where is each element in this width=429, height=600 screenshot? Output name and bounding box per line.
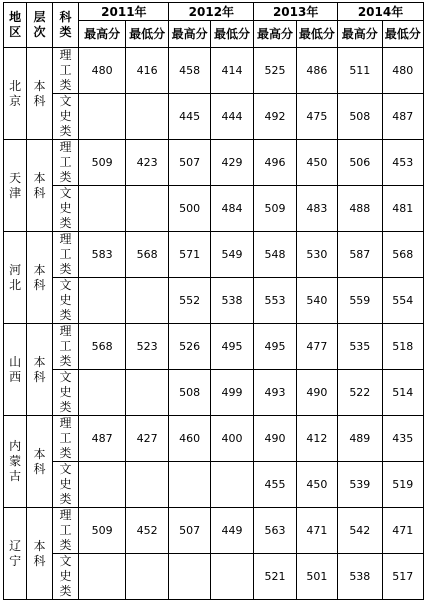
min-score-cell: 477 xyxy=(296,324,337,370)
min-score-cell: 471 xyxy=(382,508,423,554)
category-cell xyxy=(52,278,79,324)
max-score-cell: 507 xyxy=(169,140,210,186)
max-score-cell: 460 xyxy=(169,416,210,462)
max-score-cell: 480 xyxy=(79,48,126,94)
max-score-cell: 542 xyxy=(338,508,383,554)
header-region xyxy=(4,3,27,48)
level-name: 本 科 xyxy=(33,538,46,568)
category-name: 文 史 类 xyxy=(59,554,72,598)
min-score-cell: 519 xyxy=(382,462,423,508)
min-score-cell: 416 xyxy=(125,48,168,94)
min-score-cell: 471 xyxy=(296,508,337,554)
min-score-cell: 484 xyxy=(210,186,253,232)
max-score-cell: 508 xyxy=(338,94,383,140)
max-score-cell xyxy=(79,462,126,508)
table-row xyxy=(4,48,424,94)
category-name: 理 工 类 xyxy=(59,140,72,184)
table-row xyxy=(4,232,424,278)
max-score-cell: 492 xyxy=(254,94,296,140)
level-cell xyxy=(27,232,52,324)
max-score-cell xyxy=(169,554,210,600)
header-category-label: 科 类 xyxy=(59,10,72,39)
header-level xyxy=(27,3,52,48)
table-row xyxy=(4,370,424,416)
table-row xyxy=(4,186,424,232)
min-score-cell: 453 xyxy=(382,140,423,186)
max-score-cell xyxy=(79,278,126,324)
level-name: 本 科 xyxy=(33,446,46,476)
category-cell xyxy=(52,140,79,186)
max-score-cell: 507 xyxy=(169,508,210,554)
min-score-cell: 481 xyxy=(382,186,423,232)
category-cell xyxy=(52,94,79,140)
category-cell xyxy=(52,232,79,278)
max-score-cell: 522 xyxy=(338,370,383,416)
category-name: 文 史 类 xyxy=(59,462,72,506)
max-score-cell: 526 xyxy=(169,324,210,370)
min-score-cell: 495 xyxy=(210,324,253,370)
category-name: 理 工 类 xyxy=(59,232,72,276)
min-score-cell: 400 xyxy=(210,416,253,462)
level-name: 本 科 xyxy=(33,78,46,108)
max-score-cell xyxy=(79,554,126,600)
table-row xyxy=(4,94,424,140)
max-score-cell: 538 xyxy=(338,554,383,600)
header-min-2012: 最低分 xyxy=(210,21,253,48)
region-cell xyxy=(4,48,27,140)
table-row xyxy=(4,554,424,600)
max-score-cell: 568 xyxy=(79,324,126,370)
min-score-cell: 568 xyxy=(382,232,423,278)
min-score-cell: 449 xyxy=(210,508,253,554)
category-name: 文 史 类 xyxy=(59,94,72,138)
admission-score-table xyxy=(3,2,424,600)
max-score-cell: 495 xyxy=(254,324,296,370)
min-score-cell: 483 xyxy=(296,186,337,232)
header-min-2014: 最低分 xyxy=(382,21,423,48)
level-cell xyxy=(27,416,52,508)
min-score-cell: 452 xyxy=(125,508,168,554)
header-min-2011: 最低分 xyxy=(125,21,168,48)
max-score-cell: 553 xyxy=(254,278,296,324)
region-name: 山 西 xyxy=(9,354,22,384)
min-score-cell: 450 xyxy=(296,462,337,508)
header-year-2013: 2013年 xyxy=(254,3,338,21)
max-score-cell: 490 xyxy=(254,416,296,462)
level-name: 本 科 xyxy=(33,262,46,292)
max-score-cell xyxy=(79,186,126,232)
max-score-cell: 525 xyxy=(254,48,296,94)
header-region-label: 地 区 xyxy=(9,10,22,39)
max-score-cell: 506 xyxy=(338,140,383,186)
max-score-cell: 500 xyxy=(169,186,210,232)
level-cell xyxy=(27,140,52,232)
min-score-cell: 487 xyxy=(382,94,423,140)
min-score-cell xyxy=(125,94,168,140)
table-row xyxy=(4,278,424,324)
min-score-cell: 523 xyxy=(125,324,168,370)
region-cell xyxy=(4,140,27,232)
level-cell xyxy=(27,508,52,600)
max-score-cell: 496 xyxy=(254,140,296,186)
min-score-cell: 450 xyxy=(296,140,337,186)
min-score-cell: 499 xyxy=(210,370,253,416)
min-score-cell xyxy=(125,554,168,600)
table-row xyxy=(4,508,424,554)
level-cell xyxy=(27,48,52,140)
region-name: 河 北 xyxy=(9,262,22,292)
min-score-cell: 412 xyxy=(296,416,337,462)
max-score-cell: 548 xyxy=(254,232,296,278)
header-max-2011: 最高分 xyxy=(79,21,126,48)
max-score-cell: 509 xyxy=(254,186,296,232)
max-score-cell: 489 xyxy=(338,416,383,462)
max-score-cell: 445 xyxy=(169,94,210,140)
max-score-cell: 508 xyxy=(169,370,210,416)
header-year-2014: 2014年 xyxy=(338,3,424,21)
category-name: 文 史 类 xyxy=(59,186,72,230)
min-score-cell: 427 xyxy=(125,416,168,462)
min-score-cell: 435 xyxy=(382,416,423,462)
max-score-cell xyxy=(79,94,126,140)
max-score-cell: 583 xyxy=(79,232,126,278)
score-table-body xyxy=(4,48,424,600)
header-level-label: 层 次 xyxy=(33,10,46,39)
min-score-cell: 486 xyxy=(296,48,337,94)
header-year-2011: 2011年 xyxy=(79,3,169,21)
category-cell xyxy=(52,186,79,232)
min-score-cell: 475 xyxy=(296,94,337,140)
region-cell xyxy=(4,416,27,508)
min-score-cell: 568 xyxy=(125,232,168,278)
category-cell xyxy=(52,48,79,94)
table-row xyxy=(4,140,424,186)
category-cell xyxy=(52,416,79,462)
header-row-years xyxy=(4,3,424,21)
max-score-cell: 552 xyxy=(169,278,210,324)
min-score-cell: 514 xyxy=(382,370,423,416)
max-score-cell: 521 xyxy=(254,554,296,600)
table-row xyxy=(4,416,424,462)
level-cell xyxy=(27,324,52,416)
region-name: 天 津 xyxy=(9,170,22,200)
min-score-cell: 429 xyxy=(210,140,253,186)
min-score-cell: 549 xyxy=(210,232,253,278)
max-score-cell: 455 xyxy=(254,462,296,508)
min-score-cell: 423 xyxy=(125,140,168,186)
header-min-2013: 最低分 xyxy=(296,21,337,48)
min-score-cell: 540 xyxy=(296,278,337,324)
max-score-cell: 571 xyxy=(169,232,210,278)
header-max-2012: 最高分 xyxy=(169,21,210,48)
level-name: 本 科 xyxy=(33,354,46,384)
min-score-cell: 517 xyxy=(382,554,423,600)
min-score-cell xyxy=(210,462,253,508)
region-cell xyxy=(4,324,27,416)
max-score-cell: 559 xyxy=(338,278,383,324)
max-score-cell: 509 xyxy=(79,140,126,186)
max-score-cell: 539 xyxy=(338,462,383,508)
max-score-cell: 511 xyxy=(338,48,383,94)
max-score-cell xyxy=(79,370,126,416)
category-name: 理 工 类 xyxy=(59,48,72,92)
category-name: 文 史 类 xyxy=(59,370,72,414)
min-score-cell: 530 xyxy=(296,232,337,278)
max-score-cell: 487 xyxy=(79,416,126,462)
max-score-cell xyxy=(169,462,210,508)
min-score-cell xyxy=(125,278,168,324)
category-cell xyxy=(52,324,79,370)
table-row xyxy=(4,324,424,370)
min-score-cell: 414 xyxy=(210,48,253,94)
category-name: 理 工 类 xyxy=(59,324,72,368)
max-score-cell: 509 xyxy=(79,508,126,554)
category-cell xyxy=(52,462,79,508)
min-score-cell: 538 xyxy=(210,278,253,324)
header-max-2014: 最高分 xyxy=(338,21,383,48)
category-name: 理 工 类 xyxy=(59,508,72,552)
min-score-cell xyxy=(210,554,253,600)
region-cell xyxy=(4,232,27,324)
min-score-cell xyxy=(125,370,168,416)
min-score-cell: 444 xyxy=(210,94,253,140)
min-score-cell: 490 xyxy=(296,370,337,416)
region-name: 北 京 xyxy=(9,78,22,108)
min-score-cell: 518 xyxy=(382,324,423,370)
category-name: 理 工 类 xyxy=(59,416,72,460)
region-name: 内 蒙 古 xyxy=(9,439,22,483)
region-name: 辽 宁 xyxy=(9,538,22,568)
category-cell xyxy=(52,554,79,600)
min-score-cell: 480 xyxy=(382,48,423,94)
region-cell xyxy=(4,508,27,600)
max-score-cell: 563 xyxy=(254,508,296,554)
header-year-2012: 2012年 xyxy=(169,3,254,21)
table-row xyxy=(4,462,424,508)
header-category xyxy=(52,3,79,48)
max-score-cell: 488 xyxy=(338,186,383,232)
header-max-2013: 最高分 xyxy=(254,21,296,48)
category-cell xyxy=(52,370,79,416)
category-name: 文 史 类 xyxy=(59,278,72,322)
max-score-cell: 493 xyxy=(254,370,296,416)
max-score-cell: 535 xyxy=(338,324,383,370)
min-score-cell: 554 xyxy=(382,278,423,324)
level-name: 本 科 xyxy=(33,170,46,200)
max-score-cell: 587 xyxy=(338,232,383,278)
min-score-cell: 501 xyxy=(296,554,337,600)
category-cell xyxy=(52,508,79,554)
min-score-cell xyxy=(125,186,168,232)
min-score-cell xyxy=(125,462,168,508)
max-score-cell: 458 xyxy=(169,48,210,94)
